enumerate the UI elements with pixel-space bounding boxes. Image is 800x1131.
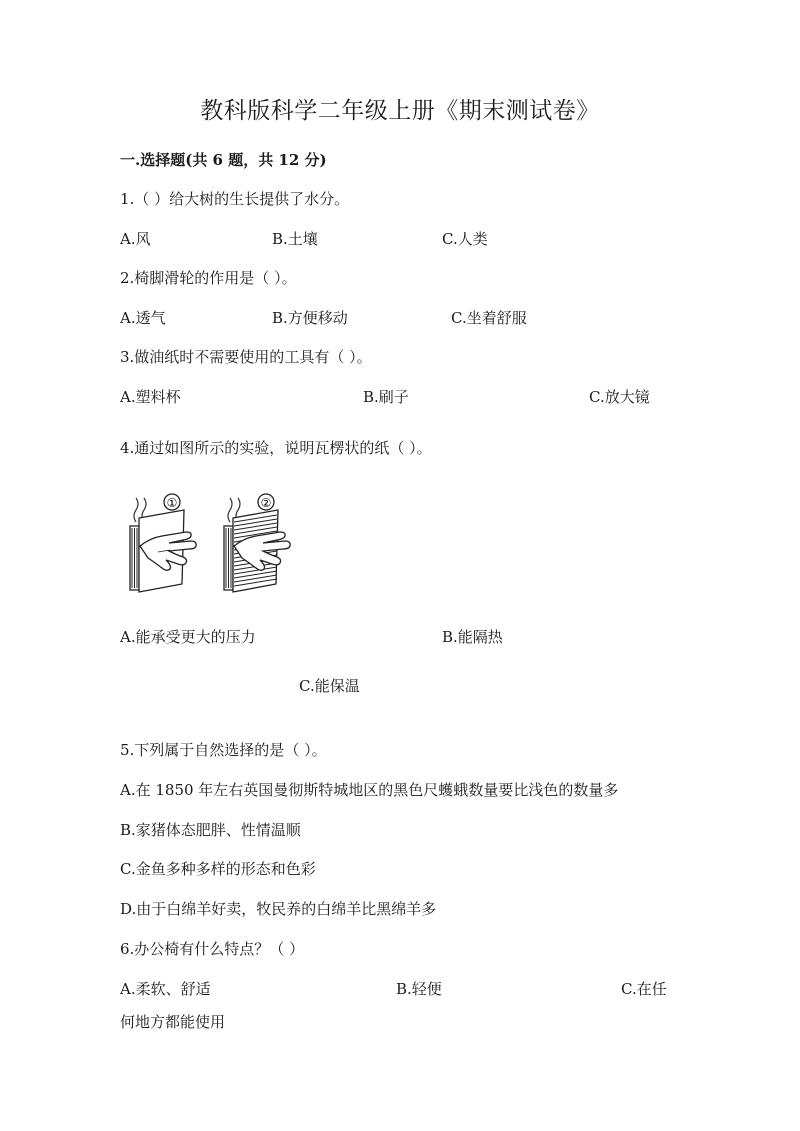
question-6-option-c[interactable]: C.在任	[621, 980, 667, 998]
section-heading: 一.选择题(共 6 题，共 12 分)	[120, 151, 327, 169]
question-2-option-c[interactable]: C.坐着舒服	[451, 309, 527, 327]
corrugated-paper-experiment-figure	[122, 488, 302, 600]
question-5-option-c[interactable]: C.金鱼多种多样的形态和色彩	[120, 860, 316, 878]
question-3-option-a[interactable]: A.塑料杯	[120, 388, 181, 406]
question-2-option-a[interactable]: A.透气	[120, 309, 166, 327]
question-1-stem: 1.（ ）给大树的生长提供了水分。	[120, 190, 350, 208]
question-5-option-b[interactable]: B.家猪体态肥胖、性情温顺	[120, 821, 301, 839]
figure-2-corrugated-paper	[224, 494, 290, 592]
page-title: 教科版科学二年级上册《期末测试卷》	[200, 98, 600, 124]
question-2-option-b[interactable]: B.方便移动	[272, 309, 348, 327]
question-4-stem: 4.通过如图所示的实验，说明瓦楞状的纸（ ）。	[120, 439, 432, 457]
figure-1-flat-paper	[130, 494, 196, 592]
question-3-option-b[interactable]: B.刷子	[363, 388, 409, 406]
question-5-option-a[interactable]: A.在 1850 年左右英国曼彻斯特城地区的黑色尺蠖蛾数量要比浅色的数量多	[120, 781, 619, 799]
question-6-stem: 6.办公椅有什么特点？（ ）	[120, 940, 305, 958]
question-4-option-c[interactable]: C.能保温	[299, 677, 360, 695]
question-6-option-c-continued: 何地方都能使用	[120, 1013, 226, 1031]
question-1-option-a[interactable]: A.风	[120, 230, 151, 248]
question-6-option-a[interactable]: A.柔软、舒适	[120, 980, 211, 998]
question-1-option-b[interactable]: B.土壤	[272, 230, 318, 248]
question-3-stem: 3.做油纸时不需要使用的工具有（ ）。	[120, 348, 372, 366]
question-3-option-c[interactable]: C.放大镜	[589, 388, 650, 406]
question-4-option-a[interactable]: A.能承受更大的压力	[120, 628, 256, 646]
question-5-option-d[interactable]: D.由于白绵羊好卖，牧民养的白绵羊比黑绵羊多	[120, 900, 437, 918]
figure-2-label: ②	[260, 496, 272, 510]
question-1-option-c[interactable]: C.人类	[442, 230, 488, 248]
question-5-stem: 5.下列属于自然选择的是（ ）。	[120, 741, 327, 759]
question-4-option-b[interactable]: B.能隔热	[442, 628, 503, 646]
figure-1-label: ①	[166, 496, 178, 510]
question-6-option-b[interactable]: B.轻便	[396, 980, 442, 998]
question-2-stem: 2.椅脚滑轮的作用是（ ）。	[120, 269, 297, 287]
